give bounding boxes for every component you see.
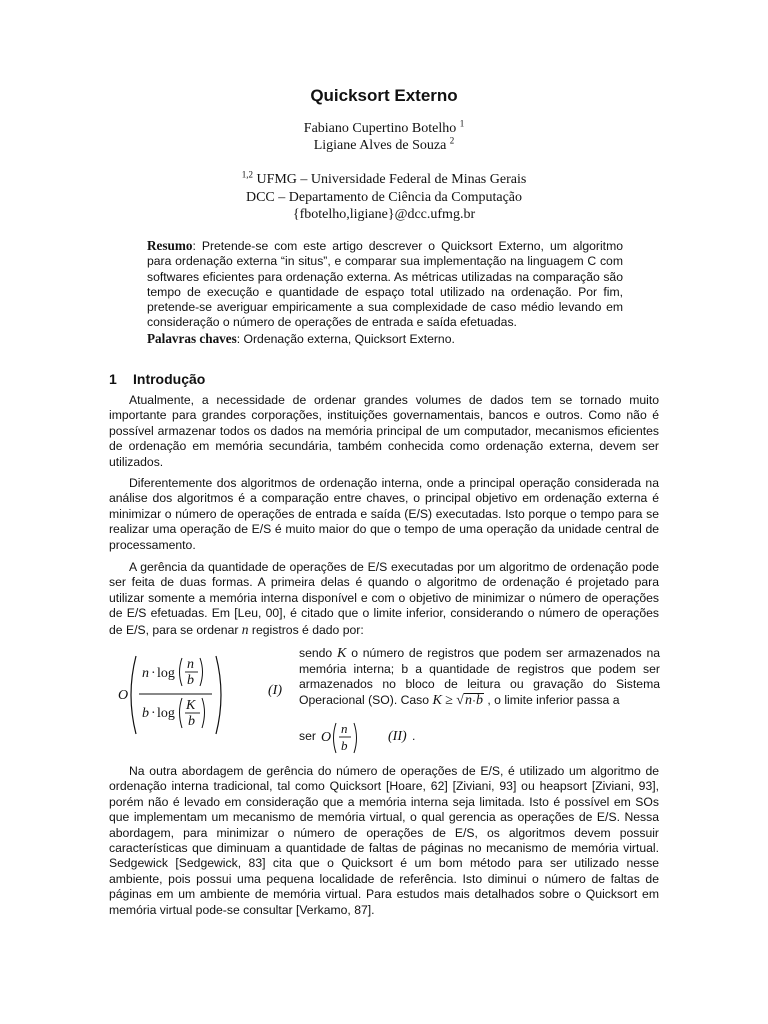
- affiliation-line-1: [0, 169, 768, 188]
- author-2: [0, 135, 768, 154]
- side-text-3: , o limite inferior passa a: [487, 692, 620, 707]
- formula-outer-paren-right: [216, 656, 221, 734]
- keywords-label: Palavras chaves: [147, 330, 237, 346]
- side-var-k2: K: [432, 692, 442, 708]
- author-2-name: Ligiane Alves de Souza: [313, 138, 447, 153]
- formula-num-paren-right: [200, 658, 203, 686]
- abstract-text: : Pretende-se com este artigo descrever o Quicksort Externo, um algoritmo para ordenação externa “in situs”, e comparar sua implementação na linguagem C com softwares eficientes para ordenação externa. As métricas utilizadas na comparação são tempo de execução e quantidade de espaço total utilizado na ordenação. Por fim, pretende-se averiguar empiricamente a sua complexidade de caso médio levando em consideração o número de operações de entrada e saída efetuadas.: [147, 239, 623, 330]
- paragraph-3: [109, 560, 659, 638]
- paragraph-2: Diferentemente dos algoritmos de ordenação interna, onde a principal operação considerada na análise dos algoritmos é a comparação entre chaves, o principal objetivo em ordenação externa é minimizar o número de operações de entrada e saída (E/S) executadas. Isto porque o tempo para se realizar uma operação de E/S é muito maior do que o tempo de uma operação da unidade central de processamento.: [109, 476, 659, 552]
- author-1-name: Fabiano Cupertino Botelho: [303, 121, 457, 136]
- formula-2-o: O: [321, 730, 332, 745]
- formula-2-n: n: [341, 721, 348, 736]
- author-1: [0, 118, 768, 137]
- formula-den-dot: ·: [151, 706, 156, 721]
- formula-num-log: log: [157, 666, 175, 681]
- formula-2-svg: [299, 718, 499, 758]
- formula-num-dot: ·: [151, 666, 156, 681]
- formula-den-frac-k: K: [186, 698, 196, 713]
- side-sqrt-symbol: √: [456, 692, 464, 708]
- section-title: Introdução: [133, 371, 206, 387]
- formula-den-paren-left: [180, 698, 183, 728]
- formula-num-frac-n: n: [187, 657, 194, 672]
- side-sqrt-b: b: [476, 692, 484, 708]
- abstract: [147, 238, 623, 347]
- affiliation-university: UFMG – Universidade Federal de Minas Gerais: [256, 172, 527, 187]
- keywords: [147, 331, 623, 347]
- formula-outer-paren-left: [131, 656, 136, 734]
- formula-den-b: b: [142, 706, 149, 721]
- formula-2-end: .: [412, 729, 416, 743]
- abstract-label: Resumo: [147, 238, 193, 253]
- formula-2-paren-right: [354, 723, 357, 753]
- formula-2-line: [299, 718, 499, 758]
- abstract-body: [147, 238, 623, 331]
- side-geq: ≥: [445, 692, 453, 708]
- formula-2-ser: ser: [299, 729, 316, 743]
- section-heading: [109, 371, 205, 387]
- formula-svg: [112, 650, 292, 740]
- formula-num-paren-left: [180, 658, 183, 686]
- side-var-k: K: [337, 646, 347, 661]
- side-text-2: o número de registros que podem ser armazenados na memória interna; b a quantidade de registros que podem ser armazenados no bloco de leitura ou gravação do Sistema Operacional (SO). Caso: [299, 646, 661, 707]
- formula-den-log: log: [157, 706, 175, 721]
- formula-den-frac-b: b: [188, 714, 195, 729]
- formula-2-b: b: [341, 738, 348, 753]
- equation-label-2: (II): [388, 729, 407, 744]
- paragraph-3-text-a: A gerência da quantidade de operações de E/S executadas por um algoritmo de ordenação pode ser feita de duas formas. A primeira delas é quando o algoritmo de ordenação é projetado para utilizar somente a memória interna disponível e com o objetivo de minimizar o número de operações de E/S efetuadas. Em [Leu, 00], é citado que o limite inferior, considerando o número de operações de E/S, para se ordenar: [109, 560, 659, 637]
- side-sqrt-n: n: [464, 692, 472, 708]
- paragraph-1: Atualmente, a necessidade de ordenar grandes volumes de dados tem se tornado muito importante para grandes corporações, instituições governamentais, bancos e outros. Como não é possível armazenar todos os dados na memória principal de um computador, mecanismos eficientes de ordenação em memória secundária, também conhecida como ordenação externa, devem ser utilizados.: [109, 393, 659, 469]
- formula-big-o: O: [118, 688, 129, 703]
- formula-num-n: n: [142, 666, 149, 681]
- affiliation-line-2: DCC – Departamento de Ciência da Computação: [245, 190, 523, 205]
- affiliation-email: {fbotelho,ligiane}@dcc.ufmg.br: [292, 207, 476, 222]
- formula-num-frac-b: b: [187, 673, 194, 688]
- paragraph-4: Na outra abordagem de gerência do número de operações de E/S, é utilizado um algoritmo de ordenação interna tradicional, tal como Quicksort [Hoare, 62] [Ziviani, 93] ou heapsort [Ziviani, 93], porém não é levado em consideração que a memória interna seja limitada. Isto é possível em SOs que implementam um mecanismo de memória virtual, o qual gerencia as operações de E/S. Nessa abordagem, para minimizar o número de operações de E/S, os algoritmos devem possuir características que diminuam a quantidade de faltas de páginas no mecanismo de memória virtual. Sedgewick [Sedgewick, 83] cita que o Quicksort é um bom método para ser utilizado nesse ambiente, pois possui uma pequena localidade de referência. Isto diminui o número de faltas de páginas em um ambiente de memória virtual. Para estudos mais detalhados sobre o Quicksort em memória virtual pode-se consultar [Verkamo, 87].: [109, 764, 659, 917]
- equation-label-1: (I): [268, 683, 282, 698]
- paragraph-3-var: n: [241, 621, 249, 637]
- paragraph-3-text-b: registros é dado por:: [248, 622, 364, 637]
- affiliation-sup: 1,2: [241, 169, 253, 180]
- formula-2-paren-left: [334, 723, 337, 753]
- formula-lower-bound: [112, 650, 292, 740]
- author-1-sup: 1: [459, 118, 465, 129]
- keywords-text: : Ordenação externa, Quicksort Externo.: [236, 331, 455, 346]
- side-text-1: sendo: [299, 646, 338, 660]
- side-sqrt-dot: ·: [471, 692, 477, 707]
- section-number: 1: [109, 371, 117, 387]
- paper-title: Quicksort Externo: [310, 86, 458, 105]
- side-sqrt-body: [464, 693, 484, 707]
- formula-explanation: [299, 646, 660, 708]
- formula-den-paren-right: [202, 698, 205, 728]
- author-2-sup: 2: [449, 135, 455, 146]
